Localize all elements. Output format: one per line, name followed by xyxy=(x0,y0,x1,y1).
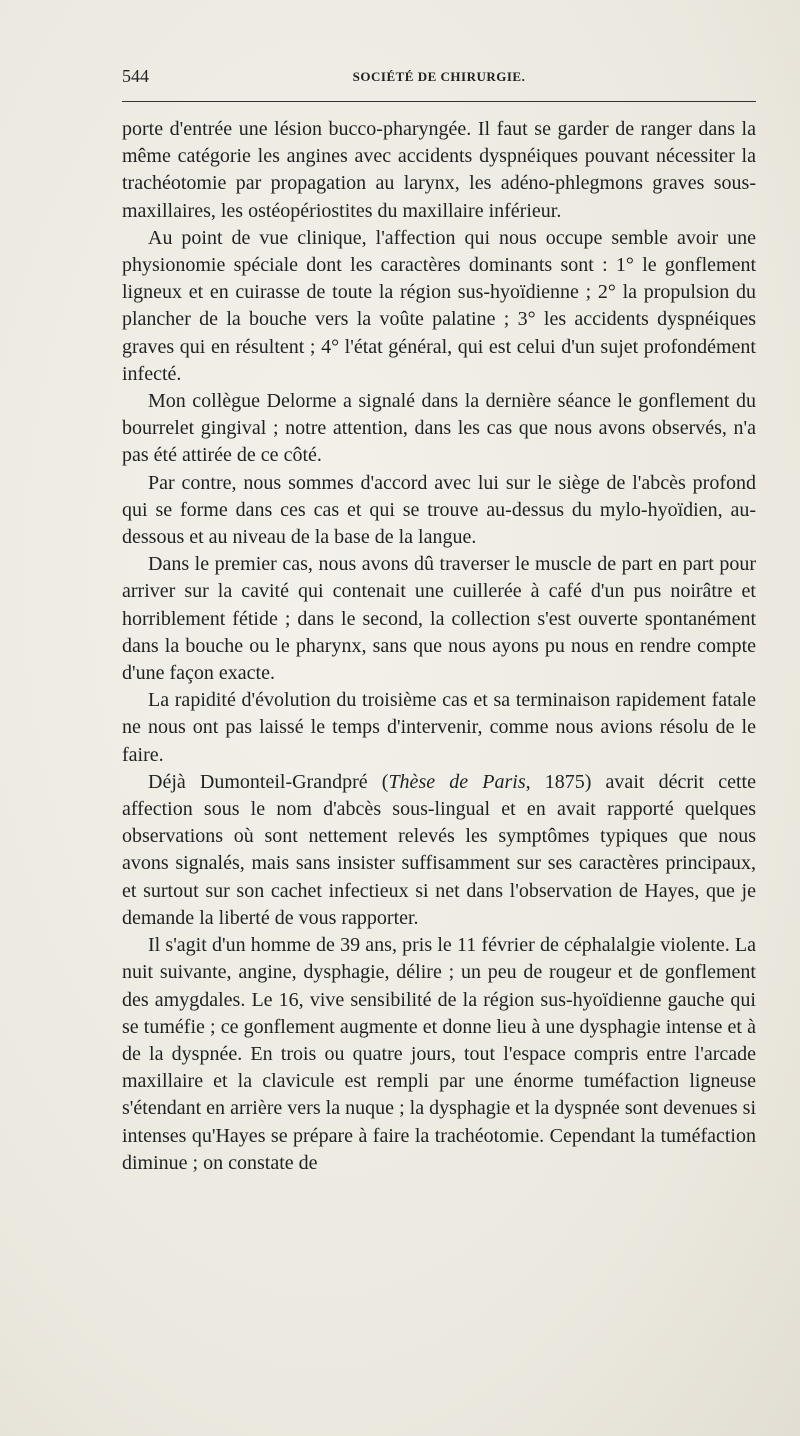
page-header xyxy=(122,66,756,90)
paragraph: La rapidité d'évolution du troisième cas et sa terminaison rapidement fatale ne nous ont pas laissé le temps d'intervenir, comme nous avions résolu de le faire. xyxy=(122,689,756,766)
paragraph: Il s'agit d'un homme de 39 ans, pris le 11 février de céphalalgie violente. La nuit suivante, angine, dysphagie, délire ; un peu de rougeur et de gonflement des amygdales. Le 16, vive sensibilité de la région sus-hyoïdienne gauche qui se tuméfie ; ce gonflement augmente et donne lieu à une dysphagie intense et à de la dyspnée. En trois ou quatre jours, tout l'espace compris entre l'arcade maxillaire et la clavicule est rempli par une énorme tuméfaction ligneuse s'étendant en arrière vers la nuque ; la dysphagie et la dyspnée sont devenues si intenses qu'Hayes se prépare à faire la trachéotomie. Cependant la tuméfaction diminue ; on constate de xyxy=(122,934,756,1174)
paragraph-dumonteil xyxy=(122,769,756,932)
paragraph: Dans le premier cas, nous avons dû traverser le muscle de part en part pour arriver sur la cavité qui contenait une cuillerée à café d'un pus noirâtre et horriblement fétide ; dans le second, la collection s'est ouverte spontanément dans la bouche ou le pharynx, sans que nous ayons pu nous en rendre compte d'une façon exacte. xyxy=(122,553,756,685)
thesis-title: Thèse de Paris xyxy=(388,770,526,793)
text-run: Déjà Dumonteil-Grandpré ( xyxy=(148,770,389,793)
header-rule xyxy=(122,101,756,102)
paragraph: Mon collègue Delorme a signalé dans la dernière séance le gonflement du bourrelet gingival ; notre attention, dans les cas que nous avons observés, n'a pas été attirée de ce côté. xyxy=(122,390,756,467)
body-text xyxy=(122,116,756,1177)
text-run: , 1875) avait décrit cette affection sous le nom d'abcès sous-lingual et en avait rapporté quelques observations où sont nettement relevés les symptômes typiques que nous avons signalés, mais sans insister suffisamment sur ses caractères principaux, et surtout sur son cachet infectieux si net dans l'observation de Hayes, que je demande la liberté de vous rapporter. xyxy=(122,770,756,929)
paragraph: Par contre, nous sommes d'accord avec lui sur le siège de l'abcès profond qui se forme dans ces cas et qui se trouve au-dessus du mylo-hyoïdien, au-dessous et au niveau de la base de la langue. xyxy=(122,471,756,549)
paragraph: Au point de vue clinique, l'affection qui nous occupe semble avoir une physionomie spéciale dont les caractères dominants sont : 1° le gonflement ligneux et en cuirasse de toute la région sus-hyoïdienne ; 2° la propulsion du plancher de la bouche vers la voûte palatine ; 3° les accidents dyspnéiques graves qui en résultent ; 4° l'état général, qui est celui d'un sujet profondément infecté. xyxy=(122,226,756,385)
paragraph-continued: porte d'entrée une lésion bucco-pharyngée. Il faut se garder de ranger dans la même catégorie les angines avec accidents dyspnéiques pouvant nécessiter la trachéotomie par propagation au larynx, les adéno-phlegmons graves sous-maxillaires, les ostéopériostites du maxillaire inférieur. xyxy=(122,118,756,222)
page-number: 544 xyxy=(122,66,149,86)
running-title: SOCIÉTÉ DE CHIRURGIE. xyxy=(352,69,526,84)
